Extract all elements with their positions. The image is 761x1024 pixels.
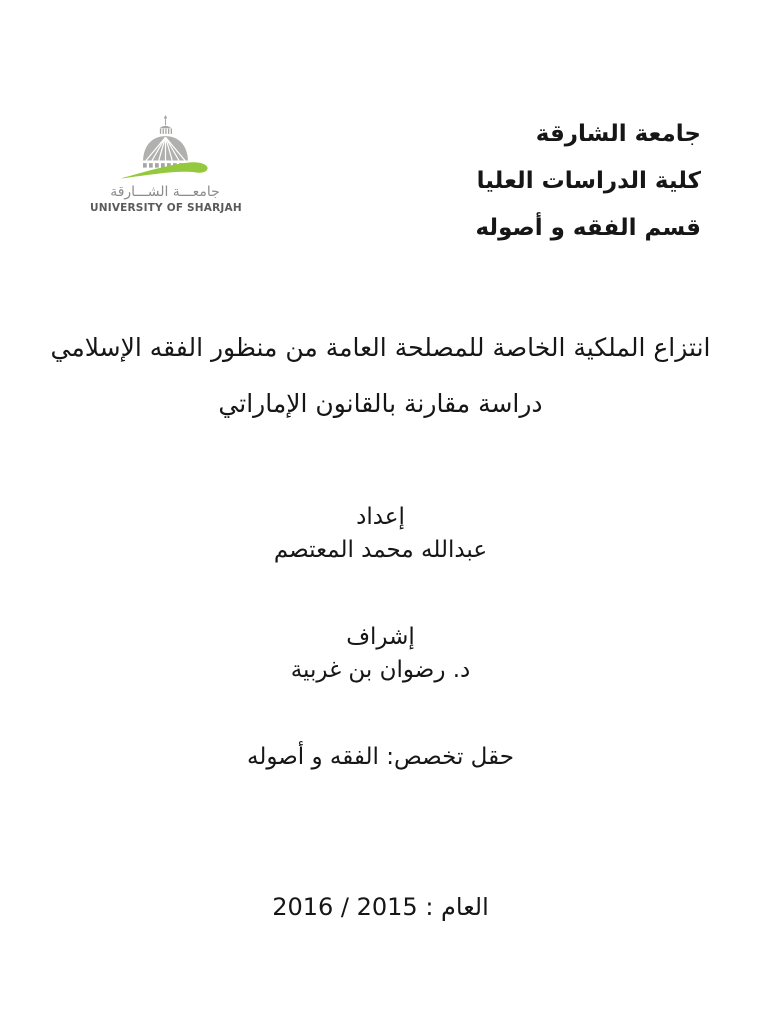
- logo-english-wordmark: UNIVERSITY OF SHARJAH: [90, 202, 242, 214]
- author-name: عبدالله محمد المعتصم: [273, 537, 488, 563]
- thesis-title-line1: انتزاع الملكية الخاصة للمصلحة العامة من منظور الفقه الإسلامي: [50, 333, 711, 362]
- specialization-field: حقل تخصص: الفقه و أصوله: [247, 744, 514, 770]
- preparation-label: إعداد: [356, 504, 405, 530]
- preparation-section: [0, 501, 761, 567]
- header-college-name: كلية الدراسات العليا: [476, 168, 701, 194]
- dome-icon: [143, 115, 189, 168]
- supervision-label: إشراف: [346, 624, 415, 650]
- supervisor-name: د. رضوان بن غربية: [290, 657, 471, 683]
- university-of-sharjah-logo: [90, 114, 240, 214]
- thesis-title-line2: دراسة مقارنة بالقانون الإماراتي: [218, 389, 543, 418]
- header-university-name: جامعة الشارقة: [535, 121, 701, 147]
- thesis-title: [0, 320, 761, 432]
- university-dome-icon: [113, 114, 218, 183]
- institution-header: [475, 111, 701, 252]
- supervision-section: [0, 621, 761, 687]
- academic-year: العام : 2015 / 2016: [272, 893, 489, 921]
- header-department-name: قسم الفقه و أصوله: [475, 215, 701, 241]
- logo-arabic-wordmark: جامعـــة الشـــارقة: [110, 184, 220, 200]
